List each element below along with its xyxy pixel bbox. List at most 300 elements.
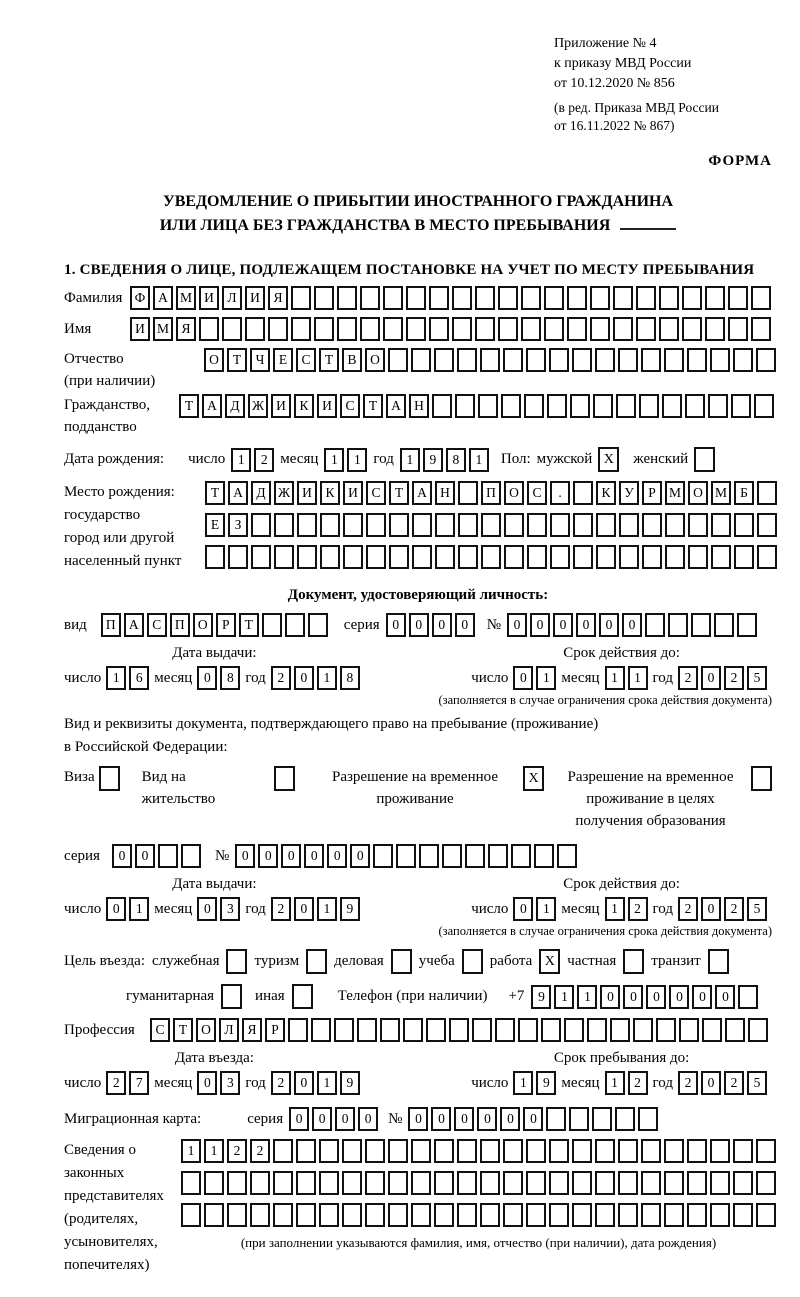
char-cell[interactable] xyxy=(475,317,495,341)
char-cell[interactable] xyxy=(503,348,523,372)
char-cell[interactable]: 2 xyxy=(724,666,744,690)
char-cell[interactable] xyxy=(452,317,472,341)
char-cell[interactable]: 0 xyxy=(335,1107,355,1131)
char-cell[interactable] xyxy=(714,613,734,637)
char-cell[interactable]: 1 xyxy=(605,897,625,921)
purpose-other-checkbox[interactable] xyxy=(292,984,313,1009)
char-cell[interactable]: Л xyxy=(222,286,242,310)
char-cell[interactable] xyxy=(342,1171,362,1195)
char-cell[interactable]: 0 xyxy=(530,613,550,637)
char-cell[interactable] xyxy=(273,1171,293,1195)
char-cell[interactable] xyxy=(549,1203,569,1227)
purpose-humanitarian-checkbox[interactable] xyxy=(221,984,242,1009)
char-cell[interactable]: 9 xyxy=(536,1071,556,1095)
char-cell[interactable] xyxy=(457,1203,477,1227)
char-cell[interactable] xyxy=(619,513,639,537)
char-cell[interactable] xyxy=(592,1107,612,1131)
char-cell[interactable] xyxy=(343,545,363,569)
char-cell[interactable]: 3 xyxy=(220,897,240,921)
char-cell[interactable]: 1 xyxy=(605,1071,625,1095)
char-cell[interactable]: 9 xyxy=(340,1071,360,1095)
char-cell[interactable] xyxy=(756,348,776,372)
char-cell[interactable]: 0 xyxy=(500,1107,520,1131)
migration-number-cells[interactable] xyxy=(408,1107,658,1131)
birthplace-row1[interactable] xyxy=(205,481,777,505)
char-cell[interactable]: 1 xyxy=(605,666,625,690)
char-cell[interactable]: Р xyxy=(265,1018,285,1042)
char-cell[interactable]: С xyxy=(150,1018,170,1042)
char-cell[interactable] xyxy=(590,286,610,310)
char-cell[interactable]: 8 xyxy=(446,448,466,472)
char-cell[interactable]: 1 xyxy=(469,448,489,472)
char-cell[interactable] xyxy=(296,1171,316,1195)
char-cell[interactable] xyxy=(498,286,518,310)
char-cell[interactable] xyxy=(728,317,748,341)
char-cell[interactable] xyxy=(389,545,409,569)
temp-residence-checkbox[interactable]: X xyxy=(523,766,544,791)
char-cell[interactable]: З xyxy=(228,513,248,537)
expiry-year-cells[interactable] xyxy=(678,666,767,690)
char-cell[interactable]: 0 xyxy=(701,897,721,921)
birth-month-cells[interactable] xyxy=(324,448,367,472)
char-cell[interactable] xyxy=(429,317,449,341)
char-cell[interactable] xyxy=(411,348,431,372)
char-cell[interactable] xyxy=(383,286,403,310)
char-cell[interactable] xyxy=(388,1171,408,1195)
char-cell[interactable]: М xyxy=(711,481,731,505)
char-cell[interactable] xyxy=(685,394,705,418)
char-cell[interactable] xyxy=(638,1107,658,1131)
char-cell[interactable]: С xyxy=(527,481,547,505)
char-cell[interactable]: 2 xyxy=(628,1071,648,1095)
char-cell[interactable]: 0 xyxy=(513,666,533,690)
char-cell[interactable] xyxy=(320,545,340,569)
res-expiry-year-cells[interactable] xyxy=(678,897,767,921)
char-cell[interactable] xyxy=(314,286,334,310)
char-cell[interactable] xyxy=(570,394,590,418)
char-cell[interactable]: 1 xyxy=(317,897,337,921)
char-cell[interactable] xyxy=(291,317,311,341)
char-cell[interactable] xyxy=(567,286,587,310)
char-cell[interactable] xyxy=(688,545,708,569)
char-cell[interactable] xyxy=(618,1139,638,1163)
char-cell[interactable]: Л xyxy=(219,1018,239,1042)
char-cell[interactable] xyxy=(199,317,219,341)
char-cell[interactable]: Я xyxy=(242,1018,262,1042)
char-cell[interactable]: С xyxy=(366,481,386,505)
profession-cells[interactable] xyxy=(150,1018,768,1042)
char-cell[interactable]: 0 xyxy=(576,613,596,637)
char-cell[interactable]: Т xyxy=(239,613,259,637)
char-cell[interactable]: Я xyxy=(268,286,288,310)
char-cell[interactable] xyxy=(573,513,593,537)
char-cell[interactable] xyxy=(406,317,426,341)
char-cell[interactable]: 2 xyxy=(250,1139,270,1163)
char-cell[interactable] xyxy=(503,1171,523,1195)
char-cell[interactable] xyxy=(366,545,386,569)
char-cell[interactable]: 1 xyxy=(400,448,420,472)
char-cell[interactable] xyxy=(550,513,570,537)
char-cell[interactable] xyxy=(733,1171,753,1195)
char-cell[interactable] xyxy=(181,1171,201,1195)
char-cell[interactable] xyxy=(659,286,679,310)
char-cell[interactable] xyxy=(728,286,748,310)
char-cell[interactable] xyxy=(615,1107,635,1131)
entry-day-cells[interactable] xyxy=(106,1071,149,1095)
char-cell[interactable]: 1 xyxy=(513,1071,533,1095)
doc-kind-cells[interactable] xyxy=(101,613,328,637)
char-cell[interactable] xyxy=(442,844,462,868)
char-cell[interactable] xyxy=(610,1018,630,1042)
char-cell[interactable]: 0 xyxy=(701,666,721,690)
purpose-private-checkbox[interactable] xyxy=(623,949,644,974)
char-cell[interactable] xyxy=(412,513,432,537)
char-cell[interactable]: 0 xyxy=(386,613,406,637)
char-cell[interactable] xyxy=(457,1139,477,1163)
char-cell[interactable] xyxy=(544,286,564,310)
char-cell[interactable] xyxy=(572,1139,592,1163)
char-cell[interactable]: А xyxy=(228,481,248,505)
char-cell[interactable] xyxy=(311,1018,331,1042)
char-cell[interactable]: 0 xyxy=(513,897,533,921)
char-cell[interactable] xyxy=(572,348,592,372)
char-cell[interactable]: Т xyxy=(389,481,409,505)
char-cell[interactable]: 2 xyxy=(724,897,744,921)
char-cell[interactable] xyxy=(754,394,774,418)
char-cell[interactable] xyxy=(659,317,679,341)
purpose-transit-checkbox[interactable] xyxy=(708,949,729,974)
char-cell[interactable] xyxy=(691,613,711,637)
char-cell[interactable]: 1 xyxy=(129,897,149,921)
res-issue-day-cells[interactable] xyxy=(106,897,149,921)
char-cell[interactable]: О xyxy=(504,481,524,505)
char-cell[interactable] xyxy=(710,1203,730,1227)
char-cell[interactable] xyxy=(619,545,639,569)
char-cell[interactable]: 1 xyxy=(106,666,126,690)
char-cell[interactable]: 0 xyxy=(477,1107,497,1131)
char-cell[interactable]: 2 xyxy=(678,1071,698,1095)
char-cell[interactable]: 0 xyxy=(112,844,132,868)
char-cell[interactable] xyxy=(616,394,636,418)
char-cell[interactable]: Е xyxy=(205,513,225,537)
char-cell[interactable]: Т xyxy=(227,348,247,372)
issue-month-cells[interactable] xyxy=(197,666,240,690)
issue-year-cells[interactable] xyxy=(271,666,360,690)
representatives-row2[interactable] xyxy=(181,1171,776,1195)
char-cell[interactable] xyxy=(320,513,340,537)
char-cell[interactable]: Д xyxy=(225,394,245,418)
char-cell[interactable] xyxy=(222,317,242,341)
char-cell[interactable] xyxy=(636,286,656,310)
char-cell[interactable] xyxy=(204,1203,224,1227)
char-cell[interactable]: 6 xyxy=(129,666,149,690)
purpose-work-checkbox[interactable]: X xyxy=(539,949,560,974)
char-cell[interactable] xyxy=(687,348,707,372)
char-cell[interactable]: 1 xyxy=(628,666,648,690)
char-cell[interactable]: А xyxy=(124,613,144,637)
char-cell[interactable] xyxy=(388,1139,408,1163)
char-cell[interactable] xyxy=(181,844,201,868)
char-cell[interactable] xyxy=(682,317,702,341)
char-cell[interactable] xyxy=(342,1203,362,1227)
char-cell[interactable] xyxy=(636,317,656,341)
citizenship-cells[interactable] xyxy=(179,394,774,418)
char-cell[interactable] xyxy=(480,1171,500,1195)
char-cell[interactable]: И xyxy=(245,286,265,310)
char-cell[interactable]: 2 xyxy=(254,448,274,472)
birthplace-row2[interactable] xyxy=(205,513,777,537)
char-cell[interactable] xyxy=(757,481,777,505)
char-cell[interactable] xyxy=(757,545,777,569)
char-cell[interactable] xyxy=(406,286,426,310)
char-cell[interactable]: О xyxy=(193,613,213,637)
char-cell[interactable] xyxy=(687,1203,707,1227)
char-cell[interactable] xyxy=(319,1139,339,1163)
char-cell[interactable] xyxy=(205,545,225,569)
char-cell[interactable]: 0 xyxy=(197,666,217,690)
char-cell[interactable]: 0 xyxy=(553,613,573,637)
char-cell[interactable] xyxy=(664,1203,684,1227)
char-cell[interactable] xyxy=(250,1203,270,1227)
char-cell[interactable]: Т xyxy=(363,394,383,418)
char-cell[interactable] xyxy=(595,1203,615,1227)
char-cell[interactable]: 0 xyxy=(197,1071,217,1095)
char-cell[interactable]: 0 xyxy=(669,985,689,1009)
stay-day-cells[interactable] xyxy=(513,1071,556,1095)
char-cell[interactable]: 0 xyxy=(304,844,324,868)
char-cell[interactable] xyxy=(480,348,500,372)
char-cell[interactable]: 5 xyxy=(747,1071,767,1095)
char-cell[interactable]: П xyxy=(481,481,501,505)
char-cell[interactable] xyxy=(618,1171,638,1195)
char-cell[interactable] xyxy=(403,1018,423,1042)
residence-series-cells[interactable] xyxy=(112,844,201,868)
char-cell[interactable] xyxy=(250,1171,270,1195)
char-cell[interactable]: 0 xyxy=(646,985,666,1009)
char-cell[interactable] xyxy=(748,1018,768,1042)
char-cell[interactable]: Р xyxy=(642,481,662,505)
char-cell[interactable]: 1 xyxy=(317,1071,337,1095)
char-cell[interactable] xyxy=(373,844,393,868)
char-cell[interactable] xyxy=(544,317,564,341)
char-cell[interactable] xyxy=(291,286,311,310)
char-cell[interactable]: Ж xyxy=(274,481,294,505)
char-cell[interactable] xyxy=(434,1171,454,1195)
char-cell[interactable] xyxy=(360,317,380,341)
char-cell[interactable]: И xyxy=(343,481,363,505)
char-cell[interactable] xyxy=(274,545,294,569)
char-cell[interactable] xyxy=(297,513,317,537)
char-cell[interactable] xyxy=(705,317,725,341)
char-cell[interactable]: 0 xyxy=(312,1107,332,1131)
char-cell[interactable] xyxy=(343,513,363,537)
char-cell[interactable] xyxy=(365,1139,385,1163)
char-cell[interactable]: И xyxy=(130,317,150,341)
char-cell[interactable] xyxy=(365,1203,385,1227)
char-cell[interactable] xyxy=(432,394,452,418)
char-cell[interactable]: 2 xyxy=(628,897,648,921)
char-cell[interactable]: 9 xyxy=(531,985,551,1009)
gender-male-checkbox[interactable]: X xyxy=(598,447,619,472)
char-cell[interactable] xyxy=(455,394,475,418)
char-cell[interactable] xyxy=(449,1018,469,1042)
char-cell[interactable] xyxy=(595,1171,615,1195)
char-cell[interactable] xyxy=(734,545,754,569)
char-cell[interactable]: Я xyxy=(176,317,196,341)
char-cell[interactable]: 1 xyxy=(577,985,597,1009)
char-cell[interactable]: 0 xyxy=(432,613,452,637)
char-cell[interactable]: К xyxy=(320,481,340,505)
char-cell[interactable]: 0 xyxy=(294,1071,314,1095)
char-cell[interactable] xyxy=(682,286,702,310)
char-cell[interactable] xyxy=(756,1139,776,1163)
doc-series-cells[interactable] xyxy=(386,613,475,637)
char-cell[interactable]: В xyxy=(342,348,362,372)
char-cell[interactable] xyxy=(478,394,498,418)
purpose-study-checkbox[interactable] xyxy=(462,949,483,974)
char-cell[interactable] xyxy=(495,1018,515,1042)
char-cell[interactable] xyxy=(435,545,455,569)
char-cell[interactable]: 0 xyxy=(692,985,712,1009)
stay-month-cells[interactable] xyxy=(605,1071,648,1095)
char-cell[interactable] xyxy=(679,1018,699,1042)
char-cell[interactable] xyxy=(756,1171,776,1195)
char-cell[interactable]: И xyxy=(271,394,291,418)
purpose-business-checkbox[interactable] xyxy=(391,949,412,974)
char-cell[interactable] xyxy=(613,286,633,310)
char-cell[interactable]: 0 xyxy=(623,985,643,1009)
char-cell[interactable]: Ф xyxy=(130,286,150,310)
char-cell[interactable] xyxy=(550,545,570,569)
char-cell[interactable]: 5 xyxy=(747,666,767,690)
issue-day-cells[interactable] xyxy=(106,666,149,690)
purpose-tourism-checkbox[interactable] xyxy=(306,949,327,974)
representatives-row3[interactable] xyxy=(181,1203,776,1227)
char-cell[interactable] xyxy=(688,513,708,537)
char-cell[interactable] xyxy=(503,1203,523,1227)
char-cell[interactable] xyxy=(549,1171,569,1195)
char-cell[interactable] xyxy=(288,1018,308,1042)
char-cell[interactable] xyxy=(251,545,271,569)
char-cell[interactable] xyxy=(452,286,472,310)
char-cell[interactable]: 0 xyxy=(135,844,155,868)
char-cell[interactable] xyxy=(557,844,577,868)
char-cell[interactable]: 1 xyxy=(317,666,337,690)
char-cell[interactable] xyxy=(656,1018,676,1042)
char-cell[interactable]: Ч xyxy=(250,348,270,372)
char-cell[interactable] xyxy=(534,844,554,868)
char-cell[interactable] xyxy=(412,545,432,569)
char-cell[interactable]: Е xyxy=(273,348,293,372)
char-cell[interactable] xyxy=(547,394,567,418)
char-cell[interactable] xyxy=(664,1171,684,1195)
char-cell[interactable] xyxy=(481,513,501,537)
char-cell[interactable]: И xyxy=(297,481,317,505)
char-cell[interactable]: 0 xyxy=(258,844,278,868)
char-cell[interactable] xyxy=(641,1171,661,1195)
char-cell[interactable] xyxy=(504,513,524,537)
char-cell[interactable] xyxy=(524,394,544,418)
char-cell[interactable] xyxy=(549,1139,569,1163)
char-cell[interactable] xyxy=(319,1203,339,1227)
char-cell[interactable]: 0 xyxy=(197,897,217,921)
char-cell[interactable] xyxy=(296,1139,316,1163)
char-cell[interactable] xyxy=(480,1203,500,1227)
char-cell[interactable] xyxy=(573,481,593,505)
char-cell[interactable]: Б xyxy=(734,481,754,505)
char-cell[interactable] xyxy=(273,1139,293,1163)
char-cell[interactable] xyxy=(595,1139,615,1163)
char-cell[interactable]: 0 xyxy=(507,613,527,637)
char-cell[interactable] xyxy=(465,844,485,868)
phone-cells[interactable] xyxy=(531,985,758,1009)
char-cell[interactable] xyxy=(642,545,662,569)
char-cell[interactable] xyxy=(481,545,501,569)
char-cell[interactable] xyxy=(380,1018,400,1042)
char-cell[interactable] xyxy=(664,1139,684,1163)
char-cell[interactable] xyxy=(527,513,547,537)
char-cell[interactable]: 1 xyxy=(536,666,556,690)
char-cell[interactable] xyxy=(319,1171,339,1195)
char-cell[interactable] xyxy=(733,1139,753,1163)
char-cell[interactable] xyxy=(227,1171,247,1195)
res-expiry-day-cells[interactable] xyxy=(513,897,556,921)
char-cell[interactable]: 0 xyxy=(523,1107,543,1131)
char-cell[interactable] xyxy=(526,1139,546,1163)
char-cell[interactable] xyxy=(268,317,288,341)
char-cell[interactable] xyxy=(245,317,265,341)
char-cell[interactable] xyxy=(285,613,305,637)
char-cell[interactable] xyxy=(705,286,725,310)
char-cell[interactable]: 7 xyxy=(129,1071,149,1095)
char-cell[interactable]: 5 xyxy=(747,897,767,921)
char-cell[interactable]: Н xyxy=(435,481,455,505)
char-cell[interactable]: А xyxy=(153,286,173,310)
char-cell[interactable] xyxy=(527,545,547,569)
char-cell[interactable]: 0 xyxy=(701,1071,721,1095)
char-cell[interactable] xyxy=(751,286,771,310)
char-cell[interactable] xyxy=(435,513,455,537)
char-cell[interactable]: О xyxy=(196,1018,216,1042)
char-cell[interactable]: О xyxy=(204,348,224,372)
char-cell[interactable] xyxy=(204,1171,224,1195)
char-cell[interactable] xyxy=(488,844,508,868)
char-cell[interactable]: 2 xyxy=(227,1139,247,1163)
char-cell[interactable] xyxy=(573,545,593,569)
char-cell[interactable]: 1 xyxy=(324,448,344,472)
char-cell[interactable]: У xyxy=(619,481,639,505)
char-cell[interactable] xyxy=(366,513,386,537)
char-cell[interactable] xyxy=(457,348,477,372)
char-cell[interactable] xyxy=(396,844,416,868)
char-cell[interactable] xyxy=(641,348,661,372)
char-cell[interactable] xyxy=(641,1139,661,1163)
char-cell[interactable]: А xyxy=(412,481,432,505)
char-cell[interactable]: 0 xyxy=(599,613,619,637)
char-cell[interactable] xyxy=(541,1018,561,1042)
char-cell[interactable] xyxy=(296,1203,316,1227)
char-cell[interactable]: 2 xyxy=(271,1071,291,1095)
char-cell[interactable] xyxy=(668,613,688,637)
char-cell[interactable]: 2 xyxy=(678,897,698,921)
doc-number-cells[interactable] xyxy=(507,613,757,637)
char-cell[interactable] xyxy=(227,1203,247,1227)
name-cells[interactable] xyxy=(130,317,771,341)
char-cell[interactable]: 8 xyxy=(220,666,240,690)
char-cell[interactable] xyxy=(590,317,610,341)
char-cell[interactable] xyxy=(662,394,682,418)
char-cell[interactable]: 0 xyxy=(235,844,255,868)
